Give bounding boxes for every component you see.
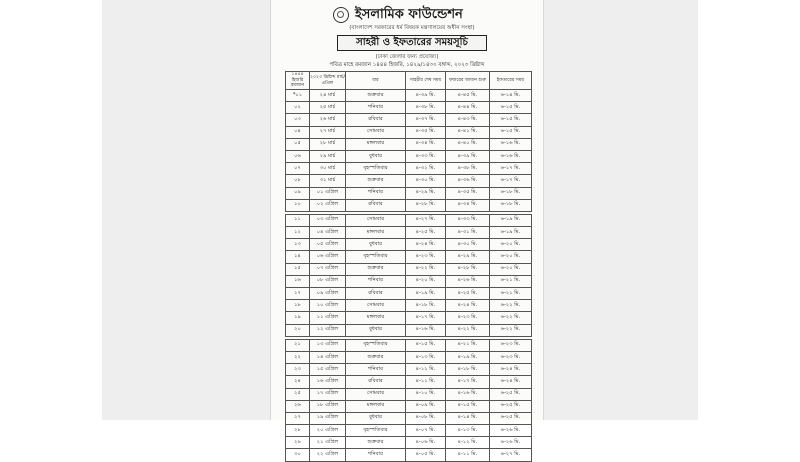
cell-fajr-time: ৪-২৪ মি. [446, 300, 490, 312]
table-row [286, 239, 532, 251]
cell-iftar-time: ৬-১৫ মি. [490, 114, 532, 126]
date-subtitle: পবিত্র মাহে রমজান ১৪৪৪ হিজরি, ১৪২৯/১৪৩০ বঙ্গাব্দ, ২০২৩ খ্রিষ্টাব্দ [329, 62, 485, 68]
cell-weekday: মঙ্গলবার [346, 138, 406, 150]
cell-date: ০২ এপ্রিল [310, 199, 346, 211]
cell-weekday: শনিবার [346, 102, 406, 114]
cell-date: ১৪ এপ্রিল [310, 351, 346, 363]
cell-fajr-time: ৪-১৫ মি. [446, 400, 490, 412]
cell-ramadan-day: ০৮ [286, 175, 310, 187]
cell-ramadan-day: ১০ [286, 199, 310, 211]
cell-fajr-time: ৪-২৫ মি. [446, 288, 490, 300]
cell-sehri-time: ৪-৩৭ মি. [406, 114, 446, 126]
cell-sehri-time: ৪-৩৫ মি. [406, 126, 446, 138]
cell-iftar-time: ৬-২০ মি. [490, 263, 532, 275]
table-row [286, 437, 532, 449]
cell-ramadan-day: ১৬ [286, 275, 310, 287]
cell-date: ৩০ মার্চ [310, 163, 346, 175]
timetable-body [286, 90, 532, 462]
cell-fajr-time: ৪-২৩ মি. [446, 312, 490, 324]
cell-ramadan-day: ২৮ [286, 425, 310, 437]
cell-weekday: শুক্রবার [346, 263, 406, 275]
cell-date: ৩১ মার্চ [310, 175, 346, 187]
cell-weekday: শুক্রবার [346, 90, 406, 102]
col-header-ramadan: ১৪৪৪ হিজরি রমজান [286, 72, 310, 90]
applicability-note: (ঢাকা জেলার জন্য প্রযোজ্য) [375, 54, 439, 60]
table-row [286, 175, 532, 187]
table-row [286, 288, 532, 300]
cell-sehri-time: ৪-৩৩ মি. [406, 150, 446, 162]
cell-date: ০৮ এপ্রিল [310, 275, 346, 287]
cell-date: ১৭ এপ্রিল [310, 388, 346, 400]
table-row [286, 138, 532, 150]
cell-date: ২২ এপ্রিল [310, 449, 346, 461]
cell-date: ১০ এপ্রিল [310, 300, 346, 312]
cell-iftar-time: ৬-২০ মি. [490, 239, 532, 251]
cell-date: ২৮ মার্চ [310, 138, 346, 150]
cell-weekday: রবিবার [346, 376, 406, 388]
cell-sehri-time: ৪-৩২ মি. [406, 163, 446, 175]
table-row [286, 90, 532, 102]
cell-fajr-time: ৪-৪০ মি. [446, 138, 490, 150]
cell-fajr-time: ৪-৪৪ মি. [446, 102, 490, 114]
cell-fajr-time: ৪-৪১ মি. [446, 126, 490, 138]
cell-iftar-time: ৬-১৭ মি. [490, 175, 532, 187]
organization-subtitle: (বাংলাদেশ সরকারের ধর্ম বিষয়ক মন্ত্রণালয়ের অধীন সংস্থা) [349, 25, 475, 31]
cell-weekday: মঙ্গলবার [346, 312, 406, 324]
table-row [286, 400, 532, 412]
foundation-logo-icon [333, 7, 349, 23]
cell-iftar-time: ৬-১৫ মি. [490, 126, 532, 138]
cell-weekday: শনিবার [346, 364, 406, 376]
cell-ramadan-day: ০৬ [286, 150, 310, 162]
cell-ramadan-day: ০৫ [286, 138, 310, 150]
cell-sehri-time: ৪-৩৮ মি. [406, 102, 446, 114]
cell-fajr-time: ৪-২২ মি. [446, 324, 490, 336]
cell-date: ১৬ এপ্রিল [310, 376, 346, 388]
cell-fajr-time: ৪-৩৩ মি. [446, 214, 490, 226]
cell-weekday: মঙ্গলবার [346, 400, 406, 412]
cell-iftar-time: ৬-২৭ মি. [490, 449, 532, 461]
cell-fajr-time: ৪-১৬ মি. [446, 388, 490, 400]
cell-date: ১১ এপ্রিল [310, 312, 346, 324]
cell-fajr-time: ৪-৩১ মি. [446, 227, 490, 239]
cell-ramadan-day: ২৯ [286, 437, 310, 449]
cell-iftar-time: ৬-২৪ মি. [490, 364, 532, 376]
cell-weekday: রবিবার [346, 199, 406, 211]
cell-weekday: বুধবার [346, 239, 406, 251]
cell-fajr-time: ৪-৩০ মি. [446, 239, 490, 251]
table-row [286, 199, 532, 211]
cell-sehri-time: ৪-১১ মি. [406, 376, 446, 388]
cell-sehri-time: ৪-১৫ মি. [406, 339, 446, 351]
cell-ramadan-day: ২৬ [286, 400, 310, 412]
cell-ramadan-day: ২০ [286, 324, 310, 336]
table-row [286, 364, 532, 376]
cell-weekday: শুক্রবার [346, 351, 406, 363]
cell-sehri-time: ৪-৩০ মি. [406, 175, 446, 187]
cell-sehri-time: ৪-১৮ মি. [406, 300, 446, 312]
cell-ramadan-day: ২২ [286, 351, 310, 363]
cell-date: ২৪ মার্চ [310, 90, 346, 102]
table-row [286, 376, 532, 388]
cell-sehri-time: ৪-২৫ মি. [406, 227, 446, 239]
cell-iftar-time: ৬-১৯ মি. [490, 227, 532, 239]
cell-date: ২১ এপ্রিল [310, 437, 346, 449]
cell-fajr-time: ৪-৪৫ মি. [446, 90, 490, 102]
cell-weekday: সোমবার [346, 388, 406, 400]
cell-fajr-time: ৪-১৮ মি. [446, 364, 490, 376]
cell-sehri-time: ৪-১২ মি. [406, 364, 446, 376]
cell-weekday: রবিবার [346, 114, 406, 126]
table-row [286, 150, 532, 162]
col-header-day: বার [346, 72, 406, 90]
table-row [286, 324, 532, 336]
table-row [286, 163, 532, 175]
cell-iftar-time: ৬-২১ মি. [490, 275, 532, 287]
cell-fajr-time: ৪-২৮ মি. [446, 263, 490, 275]
cell-date: ২০ এপ্রিল [310, 425, 346, 437]
table-row [286, 263, 532, 275]
cell-ramadan-day: ১১ [286, 214, 310, 226]
table-row [286, 312, 532, 324]
table-row [286, 425, 532, 437]
cell-fajr-time: ৪-৩৫ মি. [446, 187, 490, 199]
table-row [286, 114, 532, 126]
cell-ramadan-day: ২৩ [286, 364, 310, 376]
cell-fajr-time: ৪-১২ মি. [446, 437, 490, 449]
cell-iftar-time: ৬-১৭ মি. [490, 163, 532, 175]
cell-iftar-time: ৬-১৬ মি. [490, 150, 532, 162]
cell-fajr-time: ৪-৩৪ মি. [446, 199, 490, 211]
cell-iftar-time: ৬-২১ মি. [490, 288, 532, 300]
cell-date: ১৩ এপ্রিল [310, 339, 346, 351]
cell-ramadan-day: ১৭ [286, 288, 310, 300]
table-row [286, 388, 532, 400]
cell-iftar-time: ৬-২০ মি. [490, 251, 532, 263]
cell-weekday: বুধবার [346, 324, 406, 336]
cell-fajr-time: ৪-১৪ মি. [446, 412, 490, 424]
cell-iftar-time: ৬-১৫ মি. [490, 102, 532, 114]
cell-sehri-time: ৪-০৮ মি. [406, 412, 446, 424]
cell-sehri-time: ৪-০৯ মি. [406, 400, 446, 412]
table-row [286, 412, 532, 424]
col-header-fajr: ফজরের আযান শুরু [446, 72, 490, 90]
cell-iftar-time: ৬-২৬ মি. [490, 425, 532, 437]
cell-sehri-time: ৪-২৮ মি. [406, 199, 446, 211]
cell-fajr-time: ৪-১৭ মি. [446, 376, 490, 388]
cell-weekday: শুক্রবার [346, 437, 406, 449]
cell-sehri-time: ৪-০৫ মি. [406, 449, 446, 461]
timetable [285, 71, 532, 462]
cell-ramadan-day: ১৪ [286, 251, 310, 263]
cell-fajr-time: ৪-৪৩ মি. [446, 114, 490, 126]
cell-iftar-time: ৬-১৮ মি. [490, 199, 532, 211]
table-header-row [286, 72, 532, 90]
cell-ramadan-day: *০১ [286, 90, 310, 102]
cell-iftar-time: ৬-২৫ মি. [490, 388, 532, 400]
cell-sehri-time: ৪-২৩ মি. [406, 251, 446, 263]
cell-date: ১২ এপ্রিল [310, 324, 346, 336]
cell-weekday: শুক্রবার [346, 175, 406, 187]
cell-sehri-time: ৪-২৪ মি. [406, 239, 446, 251]
cell-iftar-time: ৬-২৩ মি. [490, 351, 532, 363]
cell-date: ২৫ মার্চ [310, 102, 346, 114]
cell-iftar-time: ৬-২৬ মি. [490, 437, 532, 449]
cell-iftar-time: ৬-২২ মি. [490, 324, 532, 336]
cell-ramadan-day: ০৭ [286, 163, 310, 175]
cell-iftar-time: ৬-২২ মি. [490, 300, 532, 312]
cell-weekday: শনিবার [346, 449, 406, 461]
cell-iftar-time: ৬-২৫ মি. [490, 412, 532, 424]
cell-sehri-time: ৪-১৬ মি. [406, 324, 446, 336]
cell-fajr-time: ৪-২৯ মি. [446, 251, 490, 263]
col-header-iftar: ইফতারের সময় [490, 72, 532, 90]
cell-iftar-time: ৬-২৫ মি. [490, 400, 532, 412]
cell-weekday: রবিবার [346, 288, 406, 300]
cell-weekday: বৃহস্পতিবার [346, 163, 406, 175]
cell-sehri-time: ৪-২৭ মি. [406, 214, 446, 226]
cell-date: ০১ এপ্রিল [310, 187, 346, 199]
cell-fajr-time: ৪-৩৮ মি. [446, 163, 490, 175]
col-header-date: ২০২৩ খ্রিষ্টাব্দ মার্চ/এপ্রিল [310, 72, 346, 90]
table-row [286, 102, 532, 114]
cell-weekday: শনিবার [346, 275, 406, 287]
cell-fajr-time: ৪-৩৯ মি. [446, 150, 490, 162]
table-row [286, 275, 532, 287]
cell-weekday: বুধবার [346, 412, 406, 424]
cell-fajr-time: ৪-২৬ মি. [446, 275, 490, 287]
cell-ramadan-day: ১৩ [286, 239, 310, 251]
organization-name: ইসলামিক ফাউন্ডেশন [355, 7, 463, 22]
table-row [286, 449, 532, 461]
cell-ramadan-day: ০৩ [286, 114, 310, 126]
cell-ramadan-day: ০৪ [286, 126, 310, 138]
cell-weekday: শনিবার [346, 187, 406, 199]
cell-weekday: সোমবার [346, 126, 406, 138]
cell-ramadan-day: ০২ [286, 102, 310, 114]
cell-ramadan-day: ২৪ [286, 376, 310, 388]
cell-sehri-time: ৪-১০ মি. [406, 388, 446, 400]
cell-ramadan-day: ১৮ [286, 300, 310, 312]
cell-date: ০৫ এপ্রিল [310, 239, 346, 251]
col-header-sehri: সাহরীর শেষ সময় [406, 72, 446, 90]
cell-date: ২৭ মার্চ [310, 126, 346, 138]
cell-fajr-time: ৪-৩৬ মি. [446, 175, 490, 187]
cell-weekday: সোমবার [346, 300, 406, 312]
cell-weekday: সোমবার [346, 214, 406, 226]
cell-iftar-time: ৬-১৯ মি. [490, 214, 532, 226]
table-row [286, 187, 532, 199]
table-row [286, 300, 532, 312]
table-row [286, 251, 532, 263]
cell-date: ০৩ এপ্রিল [310, 214, 346, 226]
cell-ramadan-day: ১২ [286, 227, 310, 239]
cell-ramadan-day: ১৯ [286, 312, 310, 324]
cell-date: ০৯ এপ্রিল [310, 288, 346, 300]
cell-fajr-time: ৪-১৩ মি. [446, 425, 490, 437]
cell-date: ১৯ এপ্রিল [310, 412, 346, 424]
table-row [286, 351, 532, 363]
cell-sehri-time: ৪-২০ মি. [406, 275, 446, 287]
cell-weekday: বৃহস্পতিবার [346, 425, 406, 437]
cell-date: ১৮ এপ্রিল [310, 400, 346, 412]
cell-fajr-time: ৪-২১ মি. [446, 339, 490, 351]
table-row [286, 214, 532, 226]
cell-ramadan-day: ১৫ [286, 263, 310, 275]
cell-sehri-time: ৪-৩৯ মি. [406, 90, 446, 102]
cell-date: ০৬ এপ্রিল [310, 251, 346, 263]
cell-ramadan-day: ২৭ [286, 412, 310, 424]
cell-weekday: মঙ্গলবার [346, 227, 406, 239]
cell-ramadan-day: ২১ [286, 339, 310, 351]
schedule-document [270, 0, 544, 458]
cell-sehri-time: ৪-২৯ মি. [406, 187, 446, 199]
cell-weekday: বুধবার [346, 150, 406, 162]
table-row [286, 339, 532, 351]
cell-sehri-time: ৪-২২ মি. [406, 263, 446, 275]
cell-weekday: বৃহস্পতিবার [346, 339, 406, 351]
cell-sehri-time: ৪-১৩ মি. [406, 351, 446, 363]
cell-iftar-time: ৬-২২ মি. [490, 312, 532, 324]
cell-date: ০৪ এপ্রিল [310, 227, 346, 239]
cell-sehri-time: ৪-১৭ মি. [406, 312, 446, 324]
cell-iftar-time: ৬-১৮ মি. [490, 187, 532, 199]
cell-iftar-time: ৬-২৩ মি. [490, 339, 532, 351]
cell-date: ০৭ এপ্রিল [310, 263, 346, 275]
cell-iftar-time: ৬-২৪ মি. [490, 376, 532, 388]
cell-sehri-time: ৪-০৬ মি. [406, 437, 446, 449]
cell-sehri-time: ৪-০৭ মি. [406, 425, 446, 437]
cell-date: ১৫ এপ্রিল [310, 364, 346, 376]
table-row [286, 126, 532, 138]
cell-ramadan-day: ৩০ [286, 449, 310, 461]
cell-sehri-time: ৪-৩৪ মি. [406, 138, 446, 150]
cell-date: ২৬ মার্চ [310, 114, 346, 126]
cell-sehri-time: ৪-১৯ মি. [406, 288, 446, 300]
document-title: সাহরী ও ইফতারের সময়সূচি [337, 35, 487, 51]
cell-ramadan-day: ০৯ [286, 187, 310, 199]
cell-fajr-time: ৪-১৯ মি. [446, 351, 490, 363]
cell-iftar-time: ৬-১৬ মি. [490, 138, 532, 150]
cell-date: ২৯ মার্চ [310, 150, 346, 162]
cell-fajr-time: ৪-১১ মি. [446, 449, 490, 461]
cell-iftar-time: ৬-১৪ মি. [490, 90, 532, 102]
cell-weekday: বৃহস্পতিবার [346, 251, 406, 263]
table-row [286, 227, 532, 239]
cell-ramadan-day: ২৫ [286, 388, 310, 400]
